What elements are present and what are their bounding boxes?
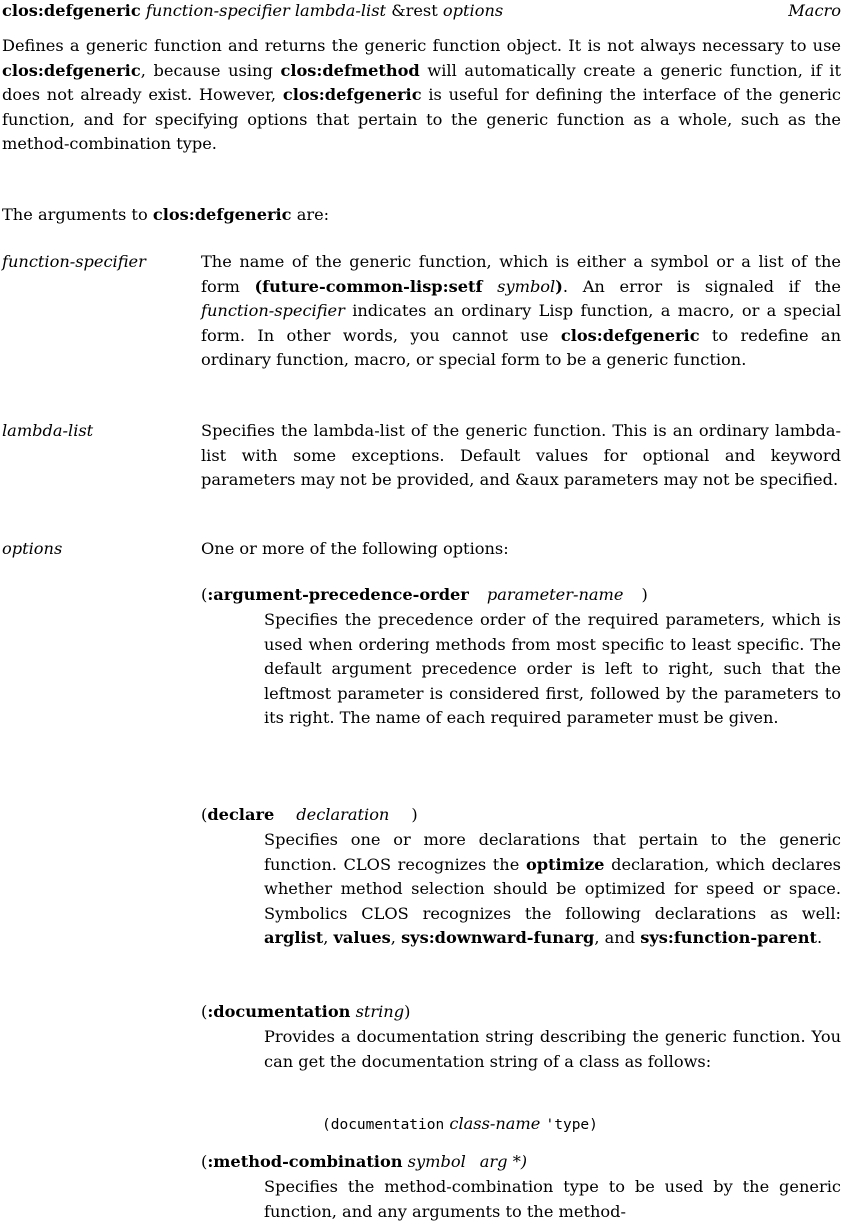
option-argument-precedence-order-description: Specifies the precedence order of the required parameters, which is used when ordering methods from most specific to least specific. The default argument precedence order is left to right, such that the leftmost parameter is considered first, followed by the parameters to its right. The name of each required parameter must be given.: [264, 610, 841, 727]
definition-header: [2, 0, 841, 25]
signature-params: function-specifier lambda-list: [145, 1, 387, 20]
option-declare-description: Specifies one or more declarations that pertain to the generic function. CLOS recognizes the optimize declaration, which declares whether method selection should be optimized for speed or space. Symbolics CLOS recognizes the following declarations as well: arglist, values, sys:downward-funarg, and sys:function-parent.: [264, 830, 841, 947]
intro-paragraph: Defines a generic function and returns the generic function object. It is not always necessary to use clos:defgeneric, because using clos:defmethod will automatically create a generic function, if it does not already exist. However, clos:defgeneric is useful for defining the interface of the generic function, and for specifying options that pertain to the generic function as a whole, such as the method-combination type.: [2, 36, 841, 153]
documentation-example: (documentation class-name 'type): [322, 1114, 598, 1133]
option-documentation-description: Provides a documentation string describing the generic function. You can get the documentation string of a class as follows:: [264, 1027, 841, 1071]
definition-kind: Macro: [788, 1, 841, 20]
arguments-intro: The arguments to clos:defgeneric are:: [2, 205, 330, 224]
definition-options: One or more of the following options:: [201, 539, 509, 558]
macro-name: clos:defgeneric: [2, 1, 141, 20]
term-function-specifier: function-specifier: [2, 252, 146, 271]
definition-lambda-list: Specifies the lambda-list of the generic function. This is an ordinary lambda-list with some exceptions. Default values for optional and keyword parameters may not be provided, and &aux parameters may not be specified.: [201, 421, 841, 489]
term-options: options: [2, 539, 63, 558]
definition-function-specifier: The name of the generic function, which is either a symbol or a list of the form (future-common-lisp:setf symbol). An error is signaled if the function-specifier indicates an ordinary Lisp function, a macro, or a special form. In other words, you cannot use clos:defgeneric to redefine an ordinary function, macro, or special form to be a generic function.: [201, 252, 842, 369]
option-method-combination-description: Specifies the method-combination type to be used by the generic function, and any arguments to the method-: [264, 1177, 841, 1221]
signature: [2, 0, 503, 24]
option-argument-precedence-order-heading: (:argument-precedence-order parameter-name ): [201, 585, 648, 604]
rest-param: options: [442, 1, 504, 20]
term-lambda-list: lambda-list: [2, 421, 94, 440]
option-documentation-heading: (:documentation string): [201, 1002, 411, 1021]
rest-keyword: &rest: [391, 1, 438, 20]
option-declare-heading: (declare declaration ): [201, 805, 418, 824]
option-method-combination-heading: (:method-combination symbol arg *): [201, 1152, 528, 1171]
